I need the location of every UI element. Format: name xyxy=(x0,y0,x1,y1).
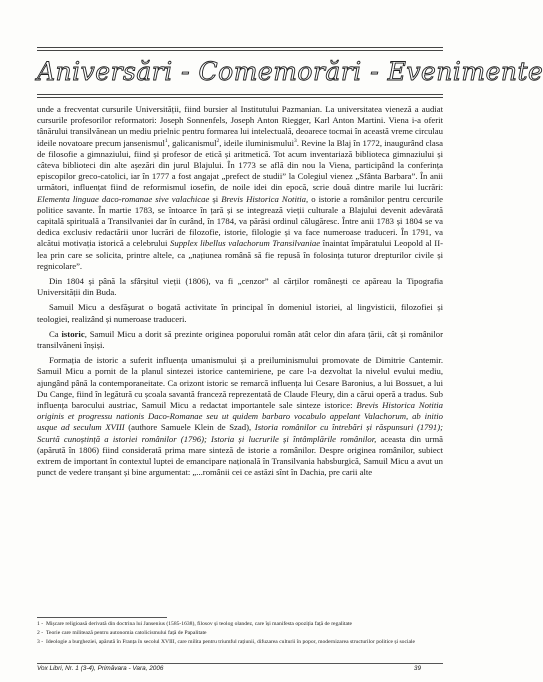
footnote-ref: 2 xyxy=(216,137,220,144)
header-rule-top xyxy=(37,47,443,48)
paragraph xyxy=(37,104,443,272)
page-number: 39 xyxy=(413,665,421,672)
text-run: (authore Samuele Klein de Szad), xyxy=(124,422,255,433)
footnote-rule xyxy=(37,617,167,618)
paragraph xyxy=(37,355,443,478)
text-run: , ideile iluminismului xyxy=(219,137,295,148)
text-run: Din 1804 și până la sfârșitul vieții (1806), va fi „cenzor” al cărților românești ce apăreau la Tipografia Universității din Buda. xyxy=(37,276,443,298)
footnote xyxy=(37,621,443,628)
text-run: și xyxy=(209,193,222,204)
text-run: Formația de istoric a suferit influența umanismului și a preiluminismului promovate de Dimitrie Cantemir. Samuil Micu a pornit de la planul sintezei istorice cantemiriene, pe care l-a dezvoltat la nivelul evului mediu, ajungând până la contemporaneitate. Ca orizont istoric se remarcă influența lui Cesare Baronius, a lui Bossuet, a lui Du Cange, fiind în legătură cu școala savantă franceză reprezentată de Claude Fleury, din a cărui operă a tradus. Sub influența barocului austriac, Samuil Micu a redactat importantele sale sinteze istorice: xyxy=(37,355,443,411)
footnote-number: 2 - xyxy=(37,630,44,637)
text-run: , o istorie a românilor pentru cercurile politice savante. În martie 1783, se întoarce în țară și se integrează vieții culturale a Blajului devenit adevărată capitală spirituală a Transilvaniei dar în curând, în 1784, va părăsi ordinul călugăresc. Între anii 1783 și 1804 se va dedica exclusiv redactării unor lucrări de filozofie, istorie, filologie și va face numeroase traduceri. În 1791, va alcătui motivația istorică a celebrului xyxy=(37,193,443,249)
page-footer xyxy=(37,665,443,672)
footnote-text: Teorie care militează pentru autonomia catolicismului față de Papalitate xyxy=(46,630,207,637)
paragraph xyxy=(37,329,443,351)
text-run: , galicanismul xyxy=(167,137,217,148)
text-run: unde a frecventat cursurile Universității, fiind bursier al Institutului Pazmanian. La universitatea vieneză a audiat cursurile profesorilor reformatori: Joseph Sonnenfels, Joseph Anton Riegger, Karl Anton Martini. Viena i-a oferit tânărului transilvănean un mediu prielnic pentru formarea lui intelectuală, deoarece tocmai în această vreme circulau ideile novatoare precum jansenismul xyxy=(37,104,443,148)
footnote-text: Mișcare religioasă derivată din doctrina lui Jansenius (1585-1638), filosov și teolog olandez, care își manifesta opoziția față de regalitate xyxy=(46,621,352,627)
article-body xyxy=(37,104,443,479)
header-rule-bottom xyxy=(37,97,443,98)
footnote xyxy=(37,639,443,646)
header-rule-top-thin xyxy=(37,50,443,51)
text-run: Brevis Historica Notitia originis et progressu nationis Daco-Romanae seu ut quidem barbaro vocabulo appelant Valachorum, ab initio usque ad seculum XVIII xyxy=(37,400,444,433)
header-rule-bottom-thin xyxy=(37,94,443,95)
text-run: Ca xyxy=(49,328,62,339)
section-title: Aniversări - Comemorări - Evenimente xyxy=(37,57,543,86)
text-run: Supplex libellus valachorum Transilvaniae xyxy=(170,238,321,249)
text-run: Elementa linguae daco-romanae sive valachicae xyxy=(37,193,210,204)
paragraph xyxy=(37,302,443,324)
footnote-number: 3 - xyxy=(37,639,44,646)
footnotes xyxy=(37,621,443,649)
text-run: istoric xyxy=(61,328,85,339)
footer-rule xyxy=(37,663,443,664)
footnote xyxy=(37,630,443,637)
footnote-ref: 3 xyxy=(294,137,297,144)
footnote-ref: 1 xyxy=(164,137,168,144)
text-run: înaintat împăratului Leopold al II-lea prin care se solicita, printre altele, ca „națiunea română să fie repusă în folosința tuturor drepturilor civile și regnicolare”. xyxy=(37,238,443,271)
text-run: Brevis Historica Notitia xyxy=(221,193,307,204)
journal-citation: Vox Libri, Nr. 1 (3-4), Primăvara - Vara, 2006 xyxy=(37,665,164,672)
footnote-text: Ideologie a burgheziei, apărută în Franța în secolul XVIII, care milita pentru triumful rațiunii, difuzarea culturii în popor, modernizarea structurilor politice și sociale xyxy=(46,639,416,646)
text-run: Istoria românilor cu întrebări și răspunsuri (1791); Scurtă cunoștință a istoriei românilor (1796); Istoria și lucrurile și întâmplările românilor, xyxy=(37,422,443,444)
text-run: , Samuil Micu a dorit să prezinte originea poporului român atât celor din afara țării, cât și românilor transilvăneni înșiși. xyxy=(37,328,443,351)
text-run: aceasta din urmă (apărută în 1806) fiind considerată prima mare sinteză de istorie a românilor. Despre originea românilor, subiect extrem de important în contextul luptei de emancipare națională în Transilvania habsburgică, Samuil Micu a avut un punct de vedere tranșant și bine argumentat: „...românii cei ce astăzi sînt în Dachia, pre carii alte xyxy=(37,433,443,478)
footnote-number: 1 - xyxy=(37,621,44,627)
paragraph xyxy=(37,276,443,298)
text-run: Samuil Micu a desfășurat o bogată activitate în principal în domeniul istoriei, al lingvisticii, filozofiei și teologiei, realizând și numeroase traduceri. xyxy=(37,302,443,324)
text-run: . Revine la Blaj în 1772, inaugurând clasa de filosofie a gimnaziului, fiind și profesor de etică și aritmetică. Tot acum inventariază biblioteca gimnaziului și câteva biblioteci din alte așezări din jurul Blajului. În 1773 se află din nou la Viena, participând la conferința episcopilor greco-catolici, iar în 1777 a fost angajat „prefect de studii” la Colegiul vienez „Sfânta Barbara”. În anii următori, influențat fiind de reformismul iosefin, de noile idei din epocă, scrie două dintre marile lui lucrări: xyxy=(37,137,443,193)
